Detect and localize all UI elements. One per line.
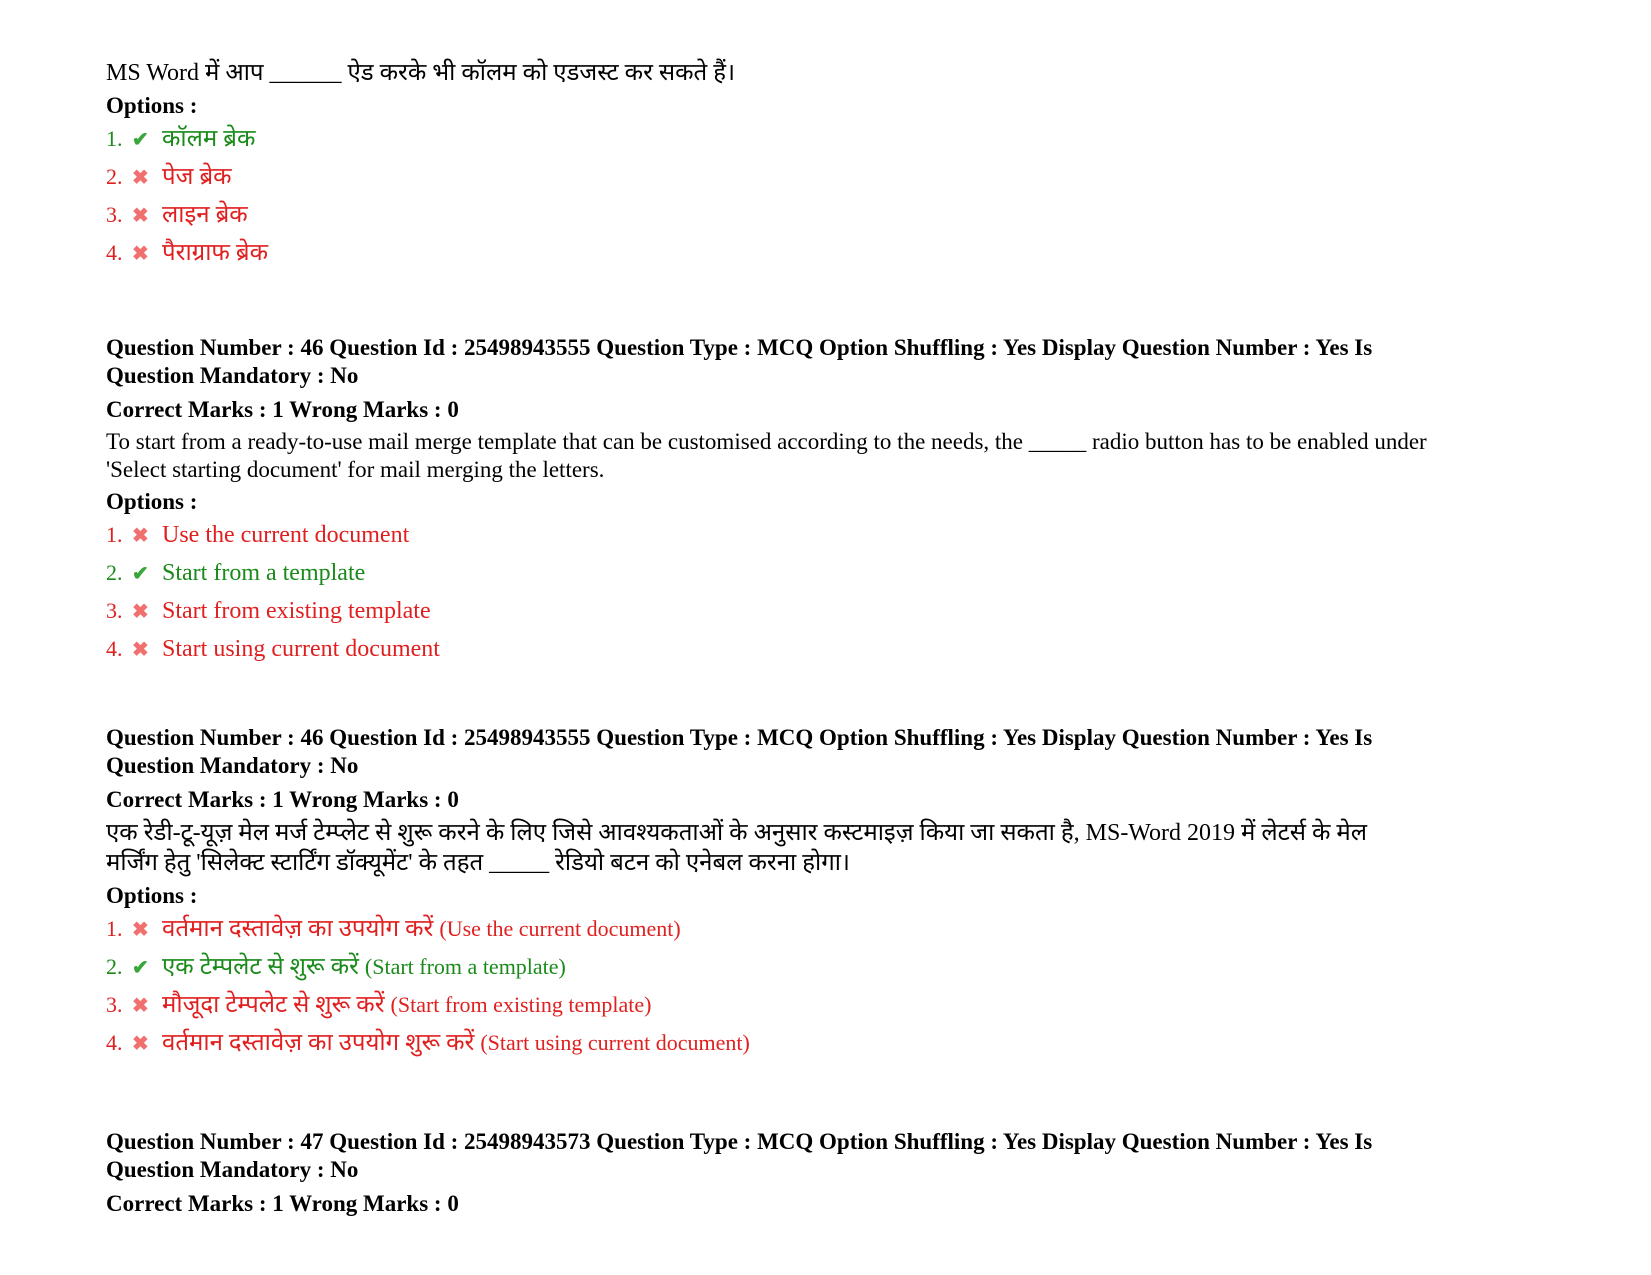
cross-icon: ✖ [132, 167, 149, 189]
cross-icon: ✖ [132, 525, 149, 547]
question-text-line-1: To start from a ready-to-use mail merge template that can be customised according to the needs, the _____ radio button has to be enabled under [106, 429, 1427, 454]
option-translation: (Start from existing template) [390, 992, 652, 1017]
question-text-line-1: एक रेडी-टू-यूज़ मेल मर्ज टेम्प्लेट से शुरू करने के लिए जिसे आवश्यकताओं के अनुसार कस्टमाइज़ किया जा सकता है, MS-Word 2019 में लेटर्स के मेल [106, 820, 1368, 846]
question-46-hindi [106, 724, 1556, 1066]
option-3 [106, 200, 1556, 238]
cross-icon: ✖ [132, 601, 149, 623]
option-2 [106, 952, 1556, 990]
option-number: 4. [106, 1030, 123, 1055]
option-translation: (Start using current document) [480, 1030, 750, 1055]
cross-icon: ✖ [132, 243, 149, 265]
option-text: Use the current document [162, 522, 410, 548]
option-text: पैराग्राफ ब्रेक [162, 240, 269, 266]
option-number: 4. [106, 636, 123, 661]
options-label: Options : [106, 93, 198, 118]
question-meta-line-1: Question Number : 46 Question Id : 25498943555 Question Type : MCQ Option Shuffling : Yes Display Question Number : Yes Is [106, 335, 1373, 360]
option-number: 3. [106, 202, 123, 227]
option-number: 1. [106, 916, 123, 941]
cross-icon: ✖ [132, 1033, 149, 1055]
option-text: लाइन ब्रेक [162, 202, 248, 228]
check-icon: ✔ [132, 563, 149, 585]
options-label: Options : [106, 489, 198, 514]
cross-icon: ✖ [132, 639, 149, 661]
question-meta-line-2: Question Mandatory : No [106, 753, 359, 778]
check-icon: ✔ [132, 129, 149, 151]
option-text: Start from a template [162, 560, 366, 586]
option-1 [106, 520, 1556, 558]
question-46-english [106, 334, 1556, 672]
option-number: 3. [106, 992, 123, 1017]
option-text: पेज ब्रेक [162, 164, 232, 190]
question-meta-line-2: Question Mandatory : No [106, 363, 359, 388]
option-2 [106, 558, 1556, 596]
marks-info: Correct Marks : 1 Wrong Marks : 0 [106, 397, 459, 422]
question-meta-line-2: Question Mandatory : No [106, 1157, 359, 1182]
option-number: 2. [106, 954, 123, 979]
option-text: Start using current document [162, 636, 440, 662]
option-4 [106, 634, 1556, 672]
option-text: कॉलम ब्रेक [162, 126, 256, 152]
cross-icon: ✖ [132, 205, 149, 227]
option-1 [106, 914, 1556, 952]
option-4 [106, 1028, 1556, 1066]
marks-info: Correct Marks : 1 Wrong Marks : 0 [106, 787, 459, 812]
option-number: 4. [106, 240, 123, 265]
option-3 [106, 990, 1556, 1028]
question-47 [106, 1128, 1556, 1222]
option-text: वर्तमान दस्तावेज़ का उपयोग शुरू करें [162, 1030, 475, 1056]
option-translation: (Use the current document) [439, 916, 681, 941]
option-3 [106, 596, 1556, 634]
question-45-tail [106, 58, 1556, 276]
question-text-line-2: मर्जिंग हेतु 'सिलेक्ट स्टार्टिंग डॉक्यूमेंट' के तहत _____ रेडियो बटन को एनेबल करना होगा। [106, 850, 851, 876]
option-text: Start from existing template [162, 598, 431, 624]
options-label: Options : [106, 883, 198, 908]
cross-icon: ✖ [132, 995, 149, 1017]
option-number: 1. [106, 522, 123, 547]
option-number: 1. [106, 126, 123, 151]
cross-icon: ✖ [132, 919, 149, 941]
question-text-line-2: 'Select starting document' for mail merging the letters. [106, 457, 605, 482]
option-number: 3. [106, 598, 123, 623]
question-text: MS Word में आप ______ ऐड करके भी कॉलम को एडजस्ट कर सकते हैं। [106, 60, 736, 86]
option-text: मौजूदा टेम्पलेट से शुरू करें [162, 992, 385, 1018]
question-meta-line-1: Question Number : 47 Question Id : 25498943573 Question Type : MCQ Option Shuffling : Yes Display Question Number : Yes Is [106, 1129, 1373, 1154]
check-icon: ✔ [132, 957, 149, 979]
option-number: 2. [106, 164, 123, 189]
marks-info: Correct Marks : 1 Wrong Marks : 0 [106, 1191, 459, 1216]
option-2 [106, 162, 1556, 200]
option-number: 2. [106, 560, 123, 585]
option-1 [106, 124, 1556, 162]
option-4 [106, 238, 1556, 276]
option-translation: (Start from a template) [364, 954, 566, 979]
question-meta-line-1: Question Number : 46 Question Id : 25498943555 Question Type : MCQ Option Shuffling : Yes Display Question Number : Yes Is [106, 725, 1373, 750]
option-text: एक टेम्पलेट से शुरू करें [162, 954, 359, 980]
option-text: वर्तमान दस्तावेज़ का उपयोग करें [162, 916, 434, 942]
